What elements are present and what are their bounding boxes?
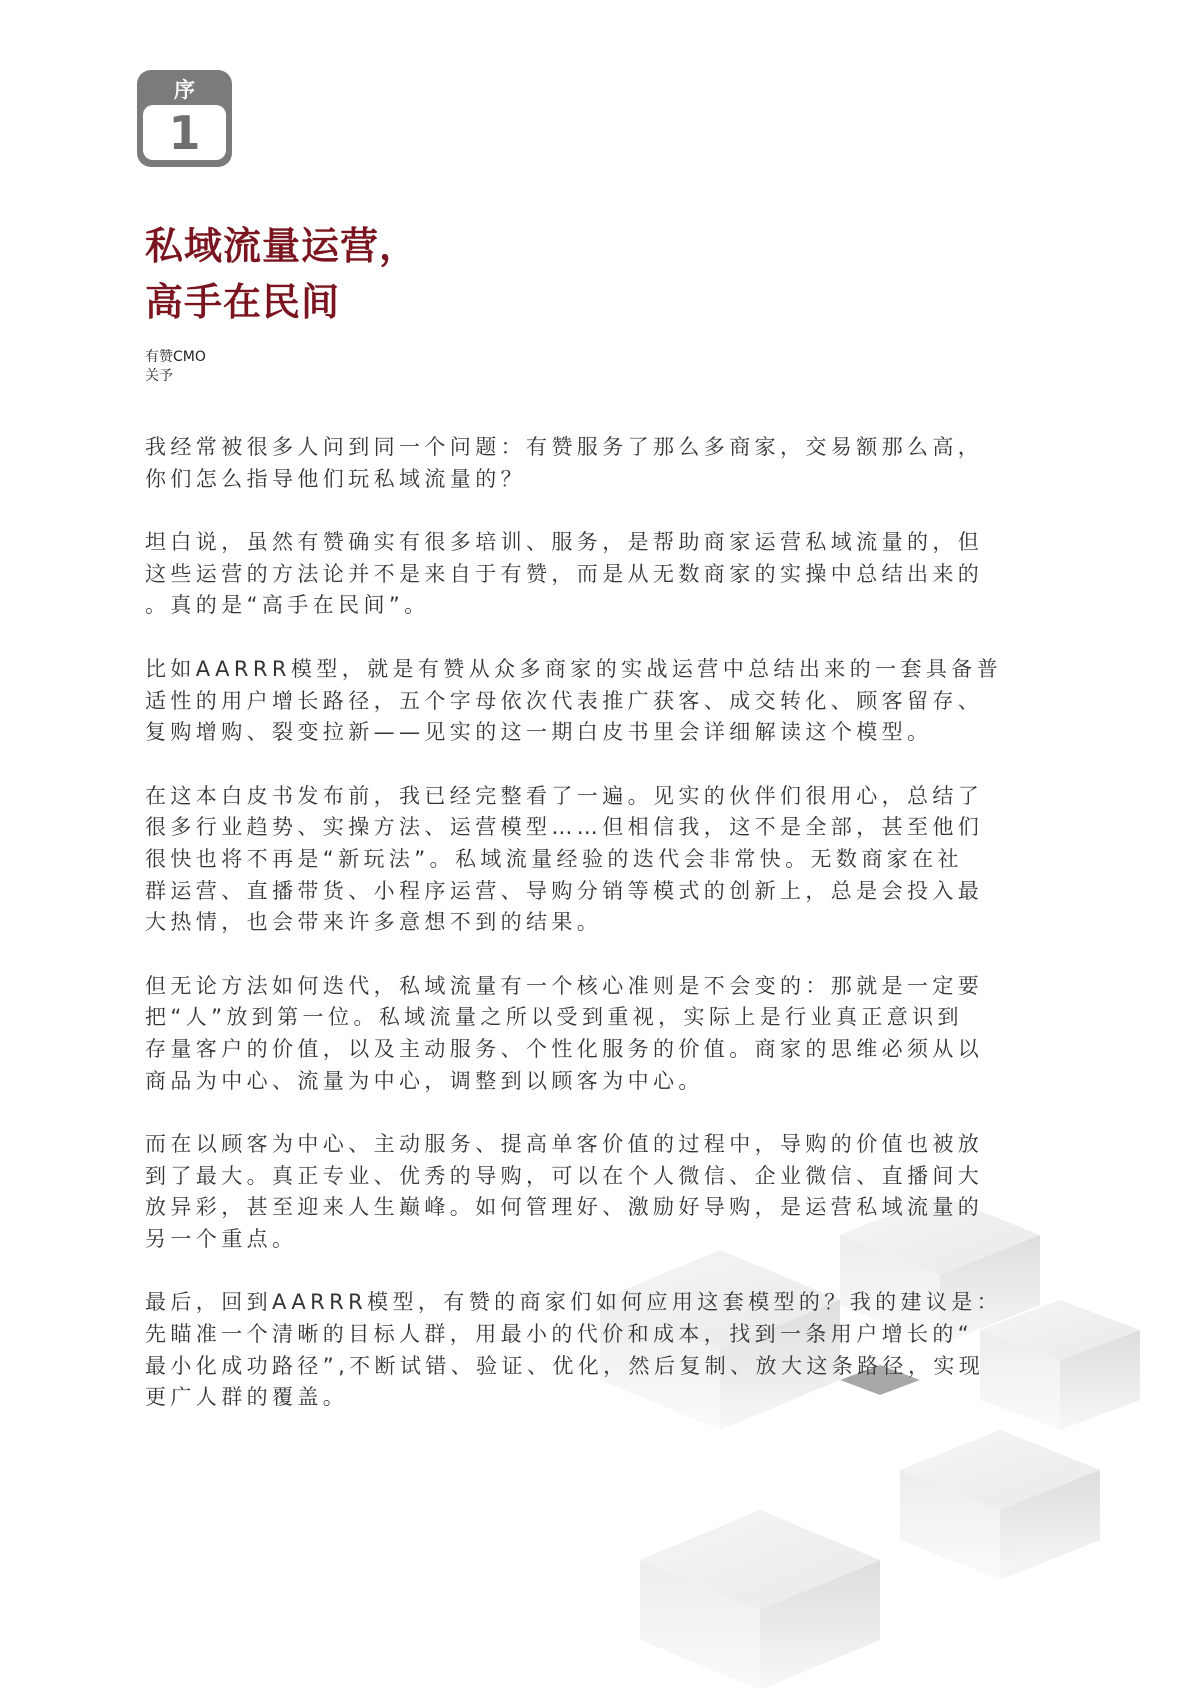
paragraph-line: 到了最大。真正专业、优秀的导购，可以在个人微信、企业微信、直播间大: [145, 1163, 984, 1188]
paragraph-line: 但无论方法如何迭代，私域流量有一个核心准则是不会变的：那就是一定要: [145, 973, 984, 998]
paragraph-line: 存量客户的价值，以及主动服务、个性化服务的价值。商家的思维必须从以: [145, 1036, 984, 1061]
author-block: [145, 348, 206, 386]
badge-label: 序: [174, 78, 195, 102]
paragraph-line: 在这本白皮书发布前，我已经完整看了一遍。见实的伙伴们很用心，总结了: [145, 783, 984, 808]
paragraph: [145, 781, 1045, 939]
paragraph: [145, 527, 1045, 622]
paragraph-line: 复购增购、裂变拉新——见实的这一期白皮书里会详细解读这个模型。: [145, 720, 933, 745]
author-company: 有赞CMO: [145, 349, 206, 365]
paragraph: [145, 1129, 1045, 1255]
paragraph-line: 很多行业趋势、实操方法、运营模型……但相信我，这不是全部，甚至他们: [145, 815, 984, 840]
page-title: [145, 218, 418, 330]
paragraph: [145, 432, 1045, 495]
paragraph-line: 放异彩，甚至迎来人生巅峰。如何管理好、激励好导购，是运营私域流量的: [145, 1195, 984, 1220]
paragraph-line: 大热情，也会带来许多意想不到的结果。: [145, 910, 603, 935]
paragraph-line: 另一个重点。: [145, 1226, 298, 1251]
paragraph-line: 最小化成功路径”,不断试错、验证、优化，然后复制、放大这条路径，实现: [145, 1353, 985, 1378]
author-name: 关予: [145, 368, 173, 384]
paragraph-line: 比如AARRR模型，就是有赞从众多商家的实战运营中总结出来的一套具备普: [145, 656, 1003, 681]
paragraph-line: 最后，回到AARRR模型，有赞的商家们如何应用这套模型的？我的建议是：: [145, 1290, 1003, 1315]
paragraph-line: 你们怎么指导他们玩私域流量的？: [145, 466, 526, 491]
paragraph-line: 更广人群的覆盖。: [145, 1385, 349, 1410]
paragraph-line: 商品为中心、流量为中心，调整到以顾客为中心。: [145, 1068, 704, 1093]
chapter-badge: [137, 70, 232, 167]
paragraph-line: 而在以顾客为中心、主动服务、提高单客价值的过程中，导购的价值也被放: [145, 1132, 984, 1157]
paragraph-line: 很快也将不再是“新玩法”。私域流量经验的迭代会非常快。无数商家在社: [145, 846, 963, 871]
paragraph-line: 。真的是“高手在民间”。: [145, 593, 430, 618]
paragraph-line: 这些运营的方法论并不是来自于有赞，而是从无数商家的实操中总结出来的: [145, 561, 984, 586]
paragraph-line: 群运营、直播带货、小程序运营、导购分销等模式的创新上，总是会投入最: [145, 878, 984, 903]
title-line-2: 高手在民间: [145, 280, 341, 324]
paragraph-line: 把“人”放到第一位。私域流量之所以受到重视，实际上是行业真正意识到: [145, 1005, 963, 1030]
paragraph-line: 先瞄准一个清晰的目标人群，用最小的代价和成本，找到一条用户增长的“: [145, 1322, 974, 1347]
paragraph-line: 适性的用户增长路径，五个字母依次代表推广获客、成交转化、顾客留存、: [145, 688, 984, 713]
badge-number: 1: [143, 105, 226, 160]
paragraph: [145, 654, 1045, 749]
title-line-1: 私域流量运营，: [145, 224, 419, 268]
paragraph: [145, 971, 1045, 1097]
paragraph-line: 坦白说，虽然有赞确实有很多培训、服务，是帮助商家运营私域流量的，但: [145, 530, 984, 555]
paragraph-line: 我经常被很多人问到同一个问题：有赞服务了那么多商家，交易额那么高，: [145, 435, 984, 459]
paragraph: [145, 1287, 1045, 1413]
article-body: [145, 432, 1045, 1446]
